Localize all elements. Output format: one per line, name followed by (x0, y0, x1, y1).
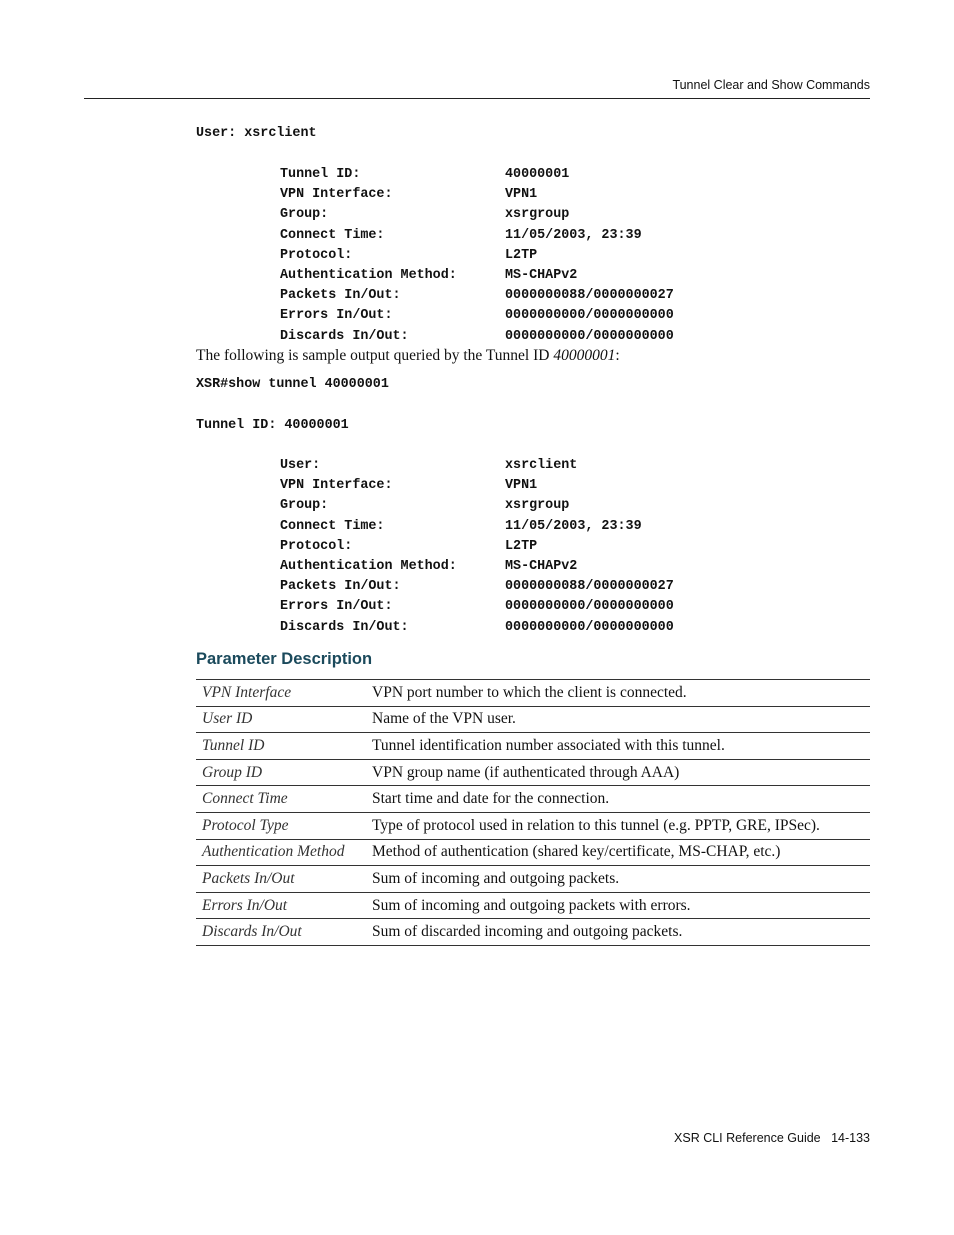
output-field-value: MS-CHAPv2 (505, 558, 578, 574)
output-field-row (280, 478, 800, 498)
output-field-label: User: (280, 458, 321, 473)
output-field-label: Packets In/Out: (280, 579, 401, 595)
output-field-value: xsrgroup (505, 207, 570, 223)
output-field-label: VPN Interface: (280, 478, 393, 494)
output-field-row (280, 599, 800, 619)
running-footer (674, 1131, 870, 1145)
table-row (196, 839, 870, 866)
intro-tunnel-id: 40000001 (553, 347, 616, 364)
parameter-description: VPN port number to which the client is connected. (364, 680, 870, 707)
parameter-description: Name of the VPN user. (364, 706, 870, 733)
output-field-value: 0000000000/0000000000 (505, 308, 674, 324)
parameter-term: Discards In/Out (196, 919, 364, 946)
output-field-row (280, 207, 800, 227)
output-field-value: 11/05/2003, 23:39 (505, 518, 642, 534)
table-row (196, 812, 870, 839)
output-field-row (280, 167, 800, 187)
output-field-label: Discards In/Out: (280, 619, 409, 635)
output-field-value: xsrgroup (505, 498, 570, 514)
parameter-description: Tunnel identification number associated with this tunnel. (364, 733, 870, 760)
output-field-row (280, 308, 800, 328)
output-field-value: 0000000000/0000000000 (505, 328, 674, 344)
running-header-title: Tunnel Clear and Show Commands (672, 78, 870, 92)
output-field-value: xsrclient (505, 458, 578, 473)
user-output-heading: User: xsrclient (196, 126, 317, 141)
parameter-term: VPN Interface (196, 680, 364, 707)
parameter-term: Packets In/Out (196, 866, 364, 893)
table-row (196, 786, 870, 813)
parameter-table (196, 679, 870, 946)
output-field-value: 0000000000/0000000000 (505, 619, 674, 635)
output-field-label: Connect Time: (280, 518, 385, 534)
running-header (84, 78, 870, 99)
parameter-term: Connect Time (196, 786, 364, 813)
output-field-value: 40000001 (505, 167, 570, 182)
parameter-description: Method of authentication (shared key/certificate, MS-CHAP, etc.) (364, 839, 870, 866)
output-field-row (280, 248, 800, 268)
output-field-label: Tunnel ID: (280, 167, 361, 182)
parameter-description: Type of protocol used in relation to this tunnel (e.g. PPTP, GRE, IPSec). (364, 812, 870, 839)
parameter-term: User ID (196, 706, 364, 733)
output-field-label: Group: (280, 207, 329, 223)
output-field-label: Packets In/Out: (280, 288, 401, 304)
parameter-term: Errors In/Out (196, 892, 364, 919)
table-row (196, 892, 870, 919)
parameter-description: Start time and date for the connection. (364, 786, 870, 813)
output-field-row (280, 187, 800, 207)
user-output-fields (280, 167, 800, 349)
output-field-label: Errors In/Out: (280, 308, 393, 324)
output-field-row (280, 498, 800, 518)
tunnel-output-heading: Tunnel ID: 40000001 (196, 418, 349, 433)
output-field-value: 0000000088/0000000027 (505, 579, 674, 595)
section-heading-parameter-description: Parameter Description (196, 650, 373, 668)
output-field-row (280, 458, 800, 478)
output-field-label: Authentication Method: (280, 267, 457, 283)
output-field-label: Authentication Method: (280, 558, 457, 574)
output-field-label: Discards In/Out: (280, 328, 409, 344)
footer-guide-title: XSR CLI Reference Guide (674, 1131, 821, 1145)
output-field-row (280, 559, 800, 579)
output-field-value: 11/05/2003, 23:39 (505, 227, 642, 243)
output-field-row (280, 579, 800, 599)
output-field-label: Errors In/Out: (280, 599, 393, 615)
intro-punctuation: : (615, 347, 620, 364)
table-row (196, 866, 870, 893)
output-field-label: Connect Time: (280, 227, 385, 243)
parameter-description: VPN group name (if authenticated through AAA) (364, 759, 870, 786)
output-field-row (280, 228, 800, 248)
table-row (196, 919, 870, 946)
output-field-row (280, 539, 800, 559)
intro-paragraph (196, 346, 620, 366)
parameter-term: Authentication Method (196, 839, 364, 866)
parameter-description: Sum of incoming and outgoing packets. (364, 866, 870, 893)
output-field-label: VPN Interface: (280, 187, 393, 203)
output-field-row (280, 288, 800, 308)
output-field-value: 0000000088/0000000027 (505, 288, 674, 304)
output-field-value: 0000000000/0000000000 (505, 599, 674, 615)
output-field-value: VPN1 (505, 187, 538, 203)
parameter-term: Protocol Type (196, 812, 364, 839)
output-field-value: L2TP (505, 538, 538, 554)
table-row (196, 706, 870, 733)
output-field-value: MS-CHAPv2 (505, 267, 578, 283)
page-number: 14-133 (831, 1131, 870, 1145)
output-field-row (280, 519, 800, 539)
table-row (196, 680, 870, 707)
output-field-value: L2TP (505, 247, 538, 263)
output-field-value: VPN1 (505, 478, 538, 494)
table-row (196, 759, 870, 786)
intro-text: The following is sample output queried by the Tunnel ID (196, 347, 554, 364)
show-tunnel-command: XSR#show tunnel 40000001 (196, 377, 389, 392)
parameter-term: Tunnel ID (196, 733, 364, 760)
tunnel-output-fields (280, 458, 800, 640)
output-field-label: Protocol: (280, 247, 353, 263)
output-field-row (280, 620, 800, 640)
output-field-row (280, 268, 800, 288)
parameter-description: Sum of incoming and outgoing packets with errors. (364, 892, 870, 919)
output-field-label: Group: (280, 498, 329, 514)
parameter-term: Group ID (196, 759, 364, 786)
parameter-description: Sum of discarded incoming and outgoing packets. (364, 919, 870, 946)
output-field-label: Protocol: (280, 538, 353, 554)
table-row (196, 733, 870, 760)
